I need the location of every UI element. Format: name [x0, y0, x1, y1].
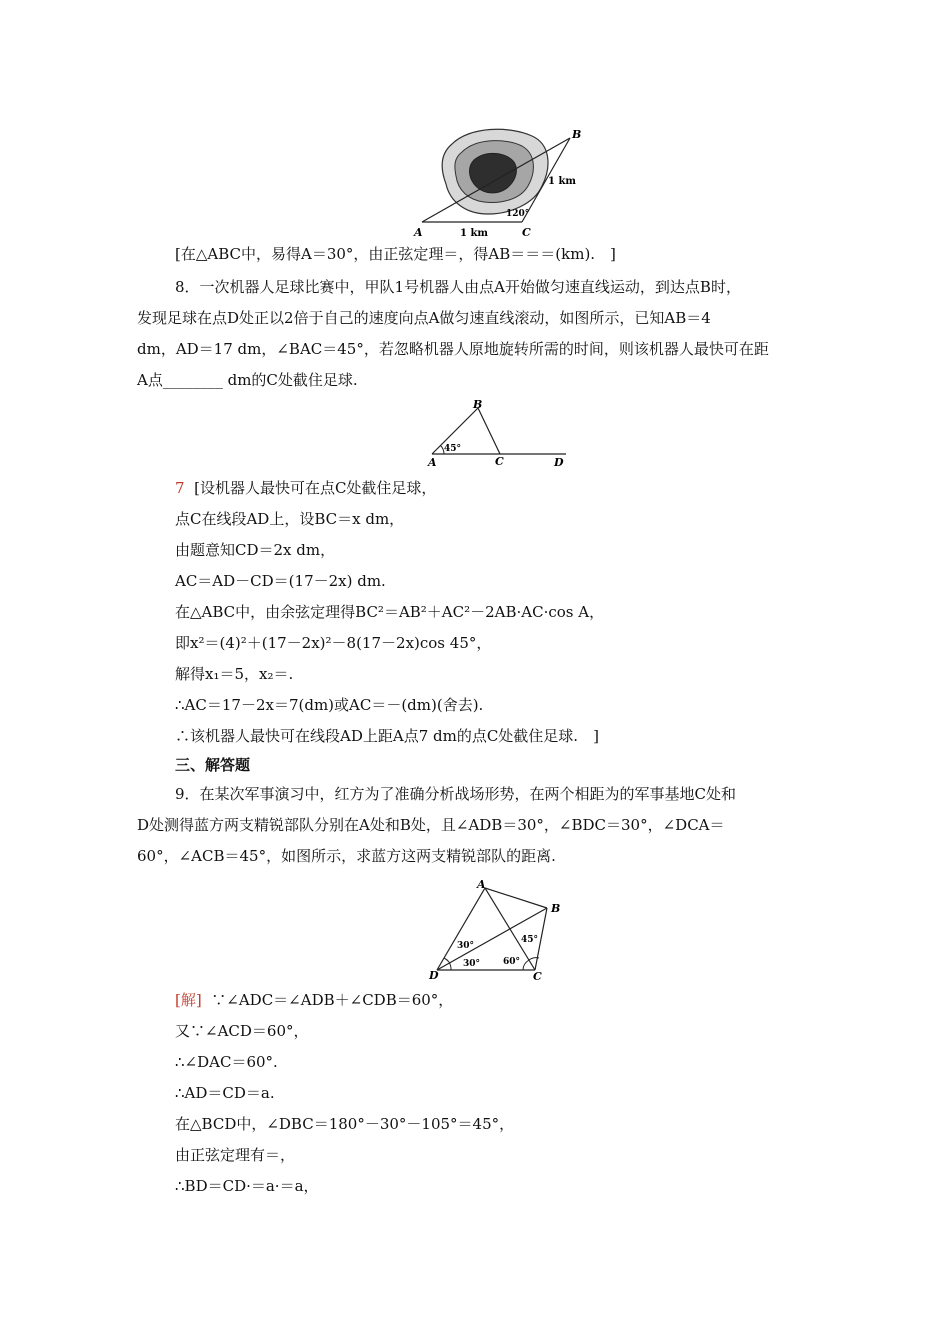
text-line-10: 在△ABC中，由余弦定理得BC²＝AB²＋AC²－2AB·AC·cos A，: [175, 603, 605, 621]
figure-lake-triangle: [410, 124, 590, 240]
text-line-25: ∴BD＝CD·＝a·＝a，: [175, 1177, 319, 1195]
text-line-21: ∴∠DAC＝60°.: [175, 1053, 278, 1071]
fig3-label-c: C: [533, 970, 542, 983]
text-line-12: 解得x₁＝5，x₂＝.: [175, 665, 294, 683]
figure-robot-triangle: [424, 398, 574, 468]
text-line-2: 8．一次机器人足球比赛中，甲队1号机器人由点A开始做匀速直线运动，到达点B时，: [175, 278, 741, 296]
fig2-label-b: B: [473, 398, 483, 411]
text-line-6: [175, 478, 436, 498]
fig3-label-d: D: [429, 969, 439, 982]
text-line-3: 发现足球在点D处正以2倍于自己的速度向点A做匀速直线滚动，如图所示，已知AB＝4: [137, 309, 711, 327]
text-line-5: A点________ dm的C处截住足球.: [137, 371, 358, 389]
fig3-angle-acb: 45°: [521, 935, 539, 945]
section-heading: 三、解答题: [175, 756, 251, 774]
text-line-9: AC＝AD－CD＝(17－2x) dm.: [175, 572, 386, 590]
fig3-angle-bdc: 30°: [463, 959, 481, 969]
fig3-label-b: B: [551, 902, 561, 915]
solution-tag: [解]: [175, 991, 202, 1009]
fig1-label-a: A: [414, 226, 423, 239]
figure-military-quadrilateral: [425, 876, 575, 984]
text-line-8: 由题意知CD＝2x dm，: [175, 541, 336, 559]
text-line-11: 即x²＝(4)²＋(17－2x)²－8(17－2x)cos 45°，: [175, 634, 492, 652]
text-line-1: [在△ABC中，易得A＝30°，由正弦定理＝，得AB＝＝＝(km). ]: [175, 245, 616, 263]
answer-number: 7: [175, 479, 185, 497]
text-line-24: 由正弦定理有＝，: [175, 1146, 296, 1164]
text-line-7: 点C在线段AD上，设BC＝x dm，: [175, 510, 405, 528]
fig2-label-d: D: [554, 456, 564, 468]
fig1-label-b: B: [572, 128, 582, 141]
solution-first-line: ∵∠ADC＝∠ADB＋∠CDB＝60°，: [211, 991, 454, 1009]
fig1-angle: 120°: [506, 209, 530, 219]
fig1-side-cb: 1 km: [548, 176, 576, 187]
text-line-18: 60°，∠ACB＝45°，如图所示，求蓝方这两支精锐部队的距离.: [137, 847, 556, 865]
fig3-angle-dca: 60°: [503, 957, 521, 967]
fig1-side-ac: 1 km: [460, 228, 488, 239]
text-line-23: 在△BCD中，∠DBC＝180°－30°－105°＝45°，: [175, 1115, 515, 1133]
fig3-angle-adb: 30°: [457, 941, 475, 951]
text-line-13: ∴AC＝17－2x＝7(dm)或AC＝－(dm)(舍去).: [175, 696, 484, 714]
text-line-19: [175, 990, 453, 1010]
answer-text: [设机器人最快可在点C处截住足球，: [194, 479, 437, 497]
text-line-22: ∴AD＝CD＝a.: [175, 1084, 275, 1102]
fig1-label-c: C: [522, 226, 531, 239]
text-line-17: D处测得蓝方两支精锐部队分别在A处和B处，且∠ADB＝30°，∠BDC＝30°，∠DCA＝: [137, 816, 725, 834]
fig2-angle: 45°: [444, 444, 462, 454]
text-line-4: dm，AD＝17 dm，∠BAC＝45°，若忽略机器人原地旋转所需的时间，则该机器人最快可在距: [137, 340, 769, 358]
text-line-14: ∴该机器人最快可在线段AD上距A点7 dm的点C处截住足球. ]: [175, 727, 599, 745]
fig2-label-c: C: [495, 455, 504, 468]
text-line-20: 又∵∠ACD＝60°，: [175, 1022, 309, 1040]
text-line-16: 9．在某次军事演习中，红方为了准确分析战场形势，在两个相距为的军事基地C处和: [175, 785, 737, 803]
fig2-label-a: A: [428, 456, 437, 468]
fig3-label-a: A: [477, 878, 486, 891]
